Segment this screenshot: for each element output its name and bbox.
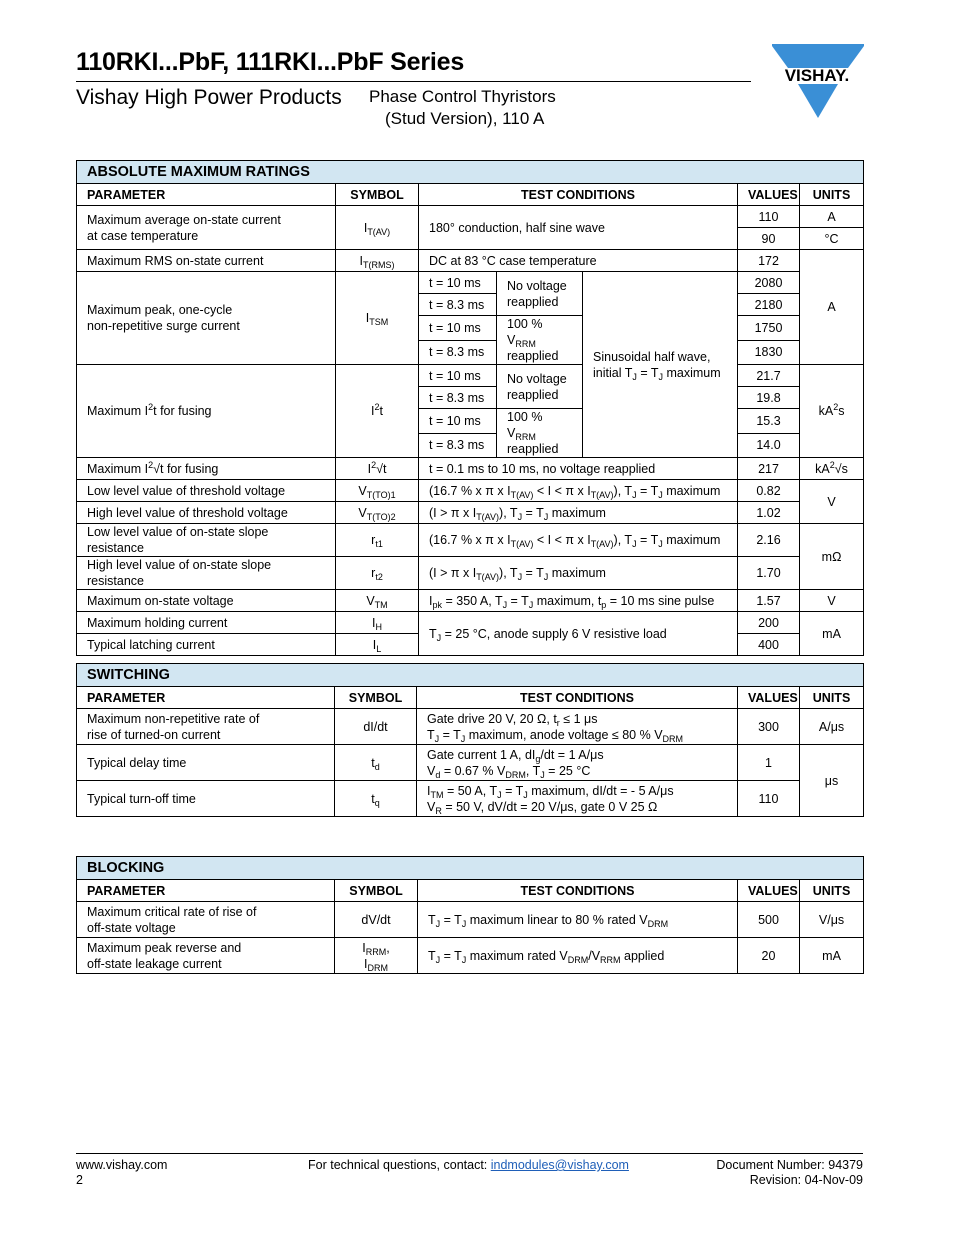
sinusoidal-condition-cell: Sinusoidal half wave, initial $T_J = T_J$ maximum xyxy=(583,272,738,458)
param-cell: Maximum $I^2t$ for fusing xyxy=(77,365,336,458)
value-cell: 1.70 xyxy=(738,557,800,590)
condition-cell: $T_J = 25$ °C, anode supply 6 V resistive load xyxy=(419,612,738,656)
reapply-cell: No voltage reapplied xyxy=(497,272,583,316)
table-row xyxy=(77,365,864,387)
footer-right xyxy=(716,1158,863,1188)
symbol-cell: $V_{T(TO)2}$ xyxy=(336,502,419,524)
col-values: VALUES xyxy=(738,184,800,206)
param-cell: Low level value of on-state slope resistance xyxy=(77,524,336,557)
footer-revision: Revision: 04-Nov-09 xyxy=(749,1173,863,1187)
footer-page-number: 2 xyxy=(76,1173,83,1187)
table-row xyxy=(77,709,864,745)
condition-cell: (I > π x $I_{T(AV)}$), $T_J = T_J$ maximum xyxy=(419,502,738,524)
table-row xyxy=(77,206,864,228)
table-row xyxy=(77,250,864,272)
time-cell: t = 8.3 ms xyxy=(419,294,497,316)
table-row xyxy=(77,480,864,502)
param-cell: High level value of threshold voltage xyxy=(77,502,336,524)
value-cell: 2080 xyxy=(738,272,800,294)
unit-cell: $kA^2s$ xyxy=(800,365,864,458)
col-parameter: PARAMETER xyxy=(77,687,335,709)
symbol-cell: $V_{TM}$ xyxy=(336,590,419,612)
unit-cell: °C xyxy=(800,228,864,250)
footer-left xyxy=(76,1158,167,1188)
reapply-cell: No voltage reapplied xyxy=(497,365,583,409)
symbol-cell: $I^2t$ xyxy=(336,365,419,458)
symbol-cell: $t_q$ xyxy=(335,781,417,817)
symbol-cell: $I_{T(RMS)}$ xyxy=(336,250,419,272)
value-cell: 14.0 xyxy=(738,433,800,458)
col-units: UNITS xyxy=(800,687,864,709)
table-row xyxy=(77,524,864,557)
symbol-cell: $r_{t1}$ xyxy=(336,524,419,557)
section-title-switching: SWITCHING xyxy=(77,664,864,687)
time-cell: t = 10 ms xyxy=(419,365,497,387)
title-rule xyxy=(76,81,751,82)
col-test-conditions: TEST CONDITIONS xyxy=(419,184,738,206)
value-cell: 300 xyxy=(738,709,800,745)
symbol-cell: dI/dt xyxy=(335,709,417,745)
condition-cell: 180° conduction, half sine wave xyxy=(419,206,738,250)
param-cell: Maximum average on-state current at case temperature xyxy=(77,206,336,250)
table-row xyxy=(77,557,864,590)
col-units: UNITS xyxy=(800,184,864,206)
value-cell: 19.8 xyxy=(738,387,800,409)
value-cell: 20 xyxy=(738,938,800,974)
unit-cell: mΩ xyxy=(800,524,864,590)
time-cell: t = 8.3 ms xyxy=(419,340,497,365)
param-cell: Maximum $I^2√t$ for fusing xyxy=(77,458,336,480)
column-header-row xyxy=(77,687,864,709)
condition-cell: t = 0.1 ms to 10 ms, no voltage reapplied xyxy=(419,458,738,480)
value-cell: 500 xyxy=(738,902,800,938)
unit-cell: mA xyxy=(800,938,864,974)
value-cell: 21.7 xyxy=(738,365,800,387)
param-cell: Maximum holding current xyxy=(77,612,336,634)
symbol-cell: $V_{T(TO)1}$ xyxy=(336,480,419,502)
condition-cell: $I_{pk} = 350$ A, $T_J = T_J$ maximum, $t_p = 10$ ms sine pulse xyxy=(419,590,738,612)
value-cell: 0.82 xyxy=(738,480,800,502)
series-title: 110RKI...PbF, 111RKI...PbF Series xyxy=(76,48,465,76)
value-cell: 217 xyxy=(738,458,800,480)
param-cell: Typical latching current xyxy=(77,634,336,656)
time-cell: t = 10 ms xyxy=(419,409,497,434)
footer-contact xyxy=(308,1158,629,1173)
symbol-cell: $I_H$ xyxy=(336,612,419,634)
col-test-conditions: TEST CONDITIONS xyxy=(418,880,738,902)
absolute-maximum-ratings-table xyxy=(76,160,864,656)
col-symbol: SYMBOL xyxy=(335,880,418,902)
param-cell: Maximum critical rate of rise of off-state voltage xyxy=(77,902,335,938)
value-cell: 400 xyxy=(738,634,800,656)
param-cell: High level value of on-state slope resistance xyxy=(77,557,336,590)
param-cell: Typical delay time xyxy=(77,745,335,781)
col-units: UNITS xyxy=(800,880,864,902)
symbol-cell: $I^2√t$ xyxy=(336,458,419,480)
col-values: VALUES xyxy=(738,880,800,902)
value-cell: 200 xyxy=(738,612,800,634)
col-parameter: PARAMETER xyxy=(77,184,336,206)
condition-cell: $I_{TM} = 50$ A, $T_J = T_J$ maximum, dI/dt = - 5 A/μs $V_R = 50$ V, dV/dt = 20 V/μs, gate 0 V 25 Ω xyxy=(417,781,738,817)
logo-triangle xyxy=(798,84,838,118)
value-cell: 1830 xyxy=(738,340,800,365)
condition-cell: (16.7 % x π x $I_{T(AV)} < I < \pi$ x $I_{T(AV)}$), $T_J = T_J$ maximum xyxy=(419,524,738,557)
unit-cell: A xyxy=(800,206,864,228)
value-cell: 2.16 xyxy=(738,524,800,557)
table-row xyxy=(77,612,864,634)
footer-contact-prefix: For technical questions, contact: xyxy=(308,1158,491,1172)
unit-cell: A/μs xyxy=(800,709,864,745)
unit-cell: A xyxy=(800,250,864,365)
table-row xyxy=(77,272,864,294)
logo-top-band xyxy=(772,44,864,68)
value-cell: 110 xyxy=(738,206,800,228)
symbol-cell: $t_d$ xyxy=(335,745,417,781)
reapply-cell: 100 % $V_{RRM}$ reapplied xyxy=(497,409,583,458)
time-cell: t = 10 ms xyxy=(419,316,497,341)
condition-cell: $T_J = T_J$ maximum rated $V_{DRM}/V_{RRM}$ applied xyxy=(418,938,738,974)
condition-cell: (I > π x $I_{T(AV)}$), $T_J = T_J$ maximum xyxy=(419,557,738,590)
value-cell: 1750 xyxy=(738,316,800,341)
subtitle-line-1: Phase Control Thyristors xyxy=(369,87,556,106)
switching-table xyxy=(76,663,864,817)
value-cell: 2180 xyxy=(738,294,800,316)
contact-email-link[interactable]: indmodules@vishay.com xyxy=(490,1158,629,1172)
table-row xyxy=(77,458,864,480)
table-row xyxy=(77,938,864,974)
symbol-cell: dV/dt xyxy=(335,902,418,938)
symbol-cell: $I_{T(AV)}$ xyxy=(336,206,419,250)
unit-cell: V xyxy=(800,590,864,612)
column-header-row xyxy=(77,184,864,206)
param-cell: Maximum peak, one-cycle non-repetitive surge current xyxy=(77,272,336,365)
unit-cell: μs xyxy=(800,745,864,817)
logo-wordmark: VISHAY. xyxy=(784,66,850,85)
param-cell: Maximum on-state voltage xyxy=(77,590,336,612)
value-cell: 1 xyxy=(738,745,800,781)
time-cell: t = 8.3 ms xyxy=(419,433,497,458)
subtitle-line-2: (Stud Version), 110 A xyxy=(385,109,545,128)
reapply-cell: 100 % $V_{RRM}$ reapplied xyxy=(497,316,583,365)
col-values: VALUES xyxy=(738,687,800,709)
table-row xyxy=(77,781,864,817)
condition-cell: Gate drive 20 V, 20 Ω, $t_r \le 1$ μs $T_J = T_J$ maximum, anode voltage ≤ 80 % $V_{DRM}$ xyxy=(417,709,738,745)
table-row xyxy=(77,590,864,612)
section-title-absolute: ABSOLUTE MAXIMUM RATINGS xyxy=(77,161,864,184)
col-symbol: SYMBOL xyxy=(336,184,419,206)
condition-cell: Gate current 1 A, $dI_g/dt = 1$ A/μs $V_d = 0.67$ % $V_{DRM}$, $T_J = 25$ °C xyxy=(417,745,738,781)
param-cell: Maximum peak reverse and off-state leakage current xyxy=(77,938,335,974)
value-cell: 90 xyxy=(738,228,800,250)
param-cell: Typical turn-off time xyxy=(77,781,335,817)
symbol-cell: $I_{RRM}$, $I_{DRM}$ xyxy=(335,938,418,974)
symbol-cell: $I_{TSM}$ xyxy=(336,272,419,365)
time-cell: t = 10 ms xyxy=(419,272,497,294)
condition-cell: DC at 83 °C case temperature xyxy=(419,250,738,272)
param-cell: Maximum non-repetitive rate of rise of turned-on current xyxy=(77,709,335,745)
symbol-cell: $I_L$ xyxy=(336,634,419,656)
value-cell: 15.3 xyxy=(738,409,800,434)
col-symbol: SYMBOL xyxy=(335,687,417,709)
vishay-logo xyxy=(770,44,866,120)
blocking-table xyxy=(76,856,864,974)
col-parameter: PARAMETER xyxy=(77,880,335,902)
condition-cell: $T_J = T_J$ maximum linear to 80 % rated $V_{DRM}$ xyxy=(418,902,738,938)
value-cell: 110 xyxy=(738,781,800,817)
condition-cell: (16.7 % x π x $I_{T(AV)} < I < \pi$ x $I_{T(AV)}$), $T_J = T_J$ maximum xyxy=(419,480,738,502)
table-row xyxy=(77,745,864,781)
unit-cell: V xyxy=(800,480,864,524)
param-cell: Low level value of threshold voltage xyxy=(77,480,336,502)
footer-document-number: Document Number: 94379 xyxy=(716,1158,863,1172)
value-cell: 1.57 xyxy=(738,590,800,612)
footer-website: www.vishay.com xyxy=(76,1158,168,1172)
table-row xyxy=(77,502,864,524)
col-test-conditions: TEST CONDITIONS xyxy=(417,687,738,709)
unit-cell: mA xyxy=(800,612,864,656)
param-cell: Maximum RMS on-state current xyxy=(77,250,336,272)
symbol-cell: $r_{t2}$ xyxy=(336,557,419,590)
brand-line: Vishay High Power Products xyxy=(76,86,342,109)
product-subtitle xyxy=(369,86,556,130)
time-cell: t = 8.3 ms xyxy=(419,387,497,409)
value-cell: 1.02 xyxy=(738,502,800,524)
table-row xyxy=(77,902,864,938)
value-cell: 172 xyxy=(738,250,800,272)
footer-rule xyxy=(76,1153,863,1154)
column-header-row xyxy=(77,880,864,902)
unit-cell: V/μs xyxy=(800,902,864,938)
section-title-blocking: BLOCKING xyxy=(77,857,864,880)
unit-cell: $kA^2√s$ xyxy=(800,458,864,480)
